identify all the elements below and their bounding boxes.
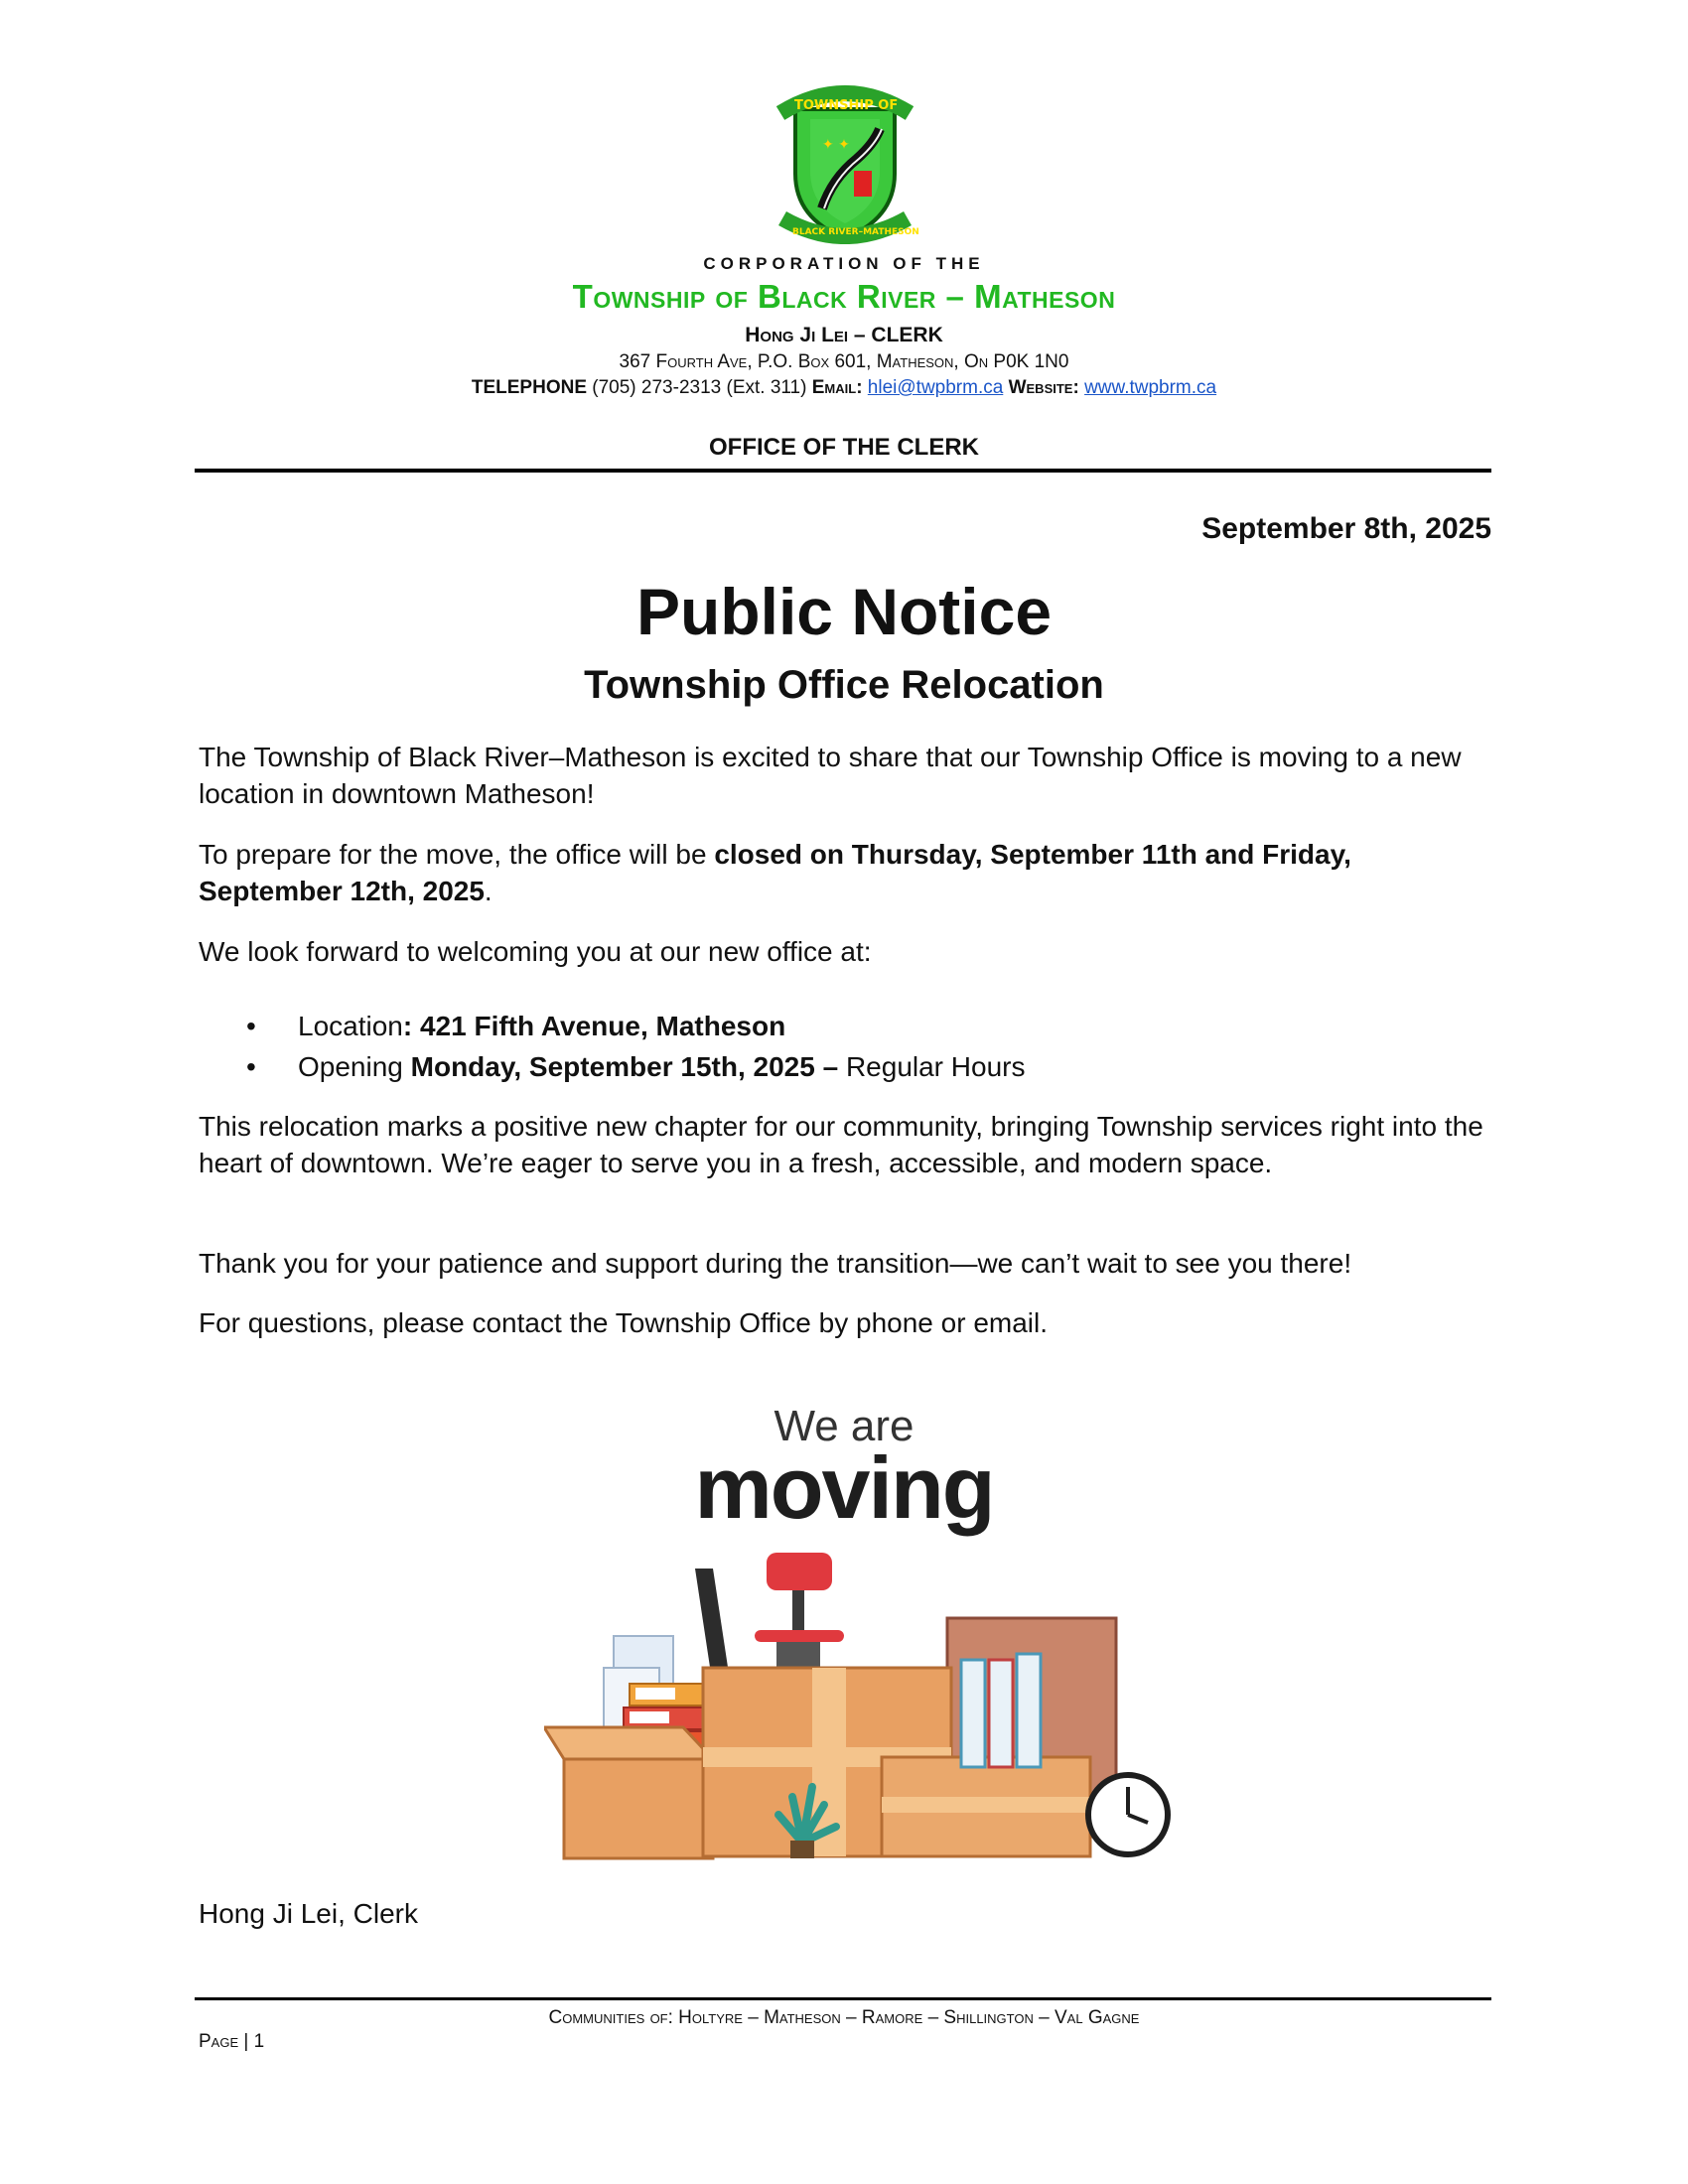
monitor-icon — [695, 1569, 743, 1674]
closure-end: . — [484, 876, 492, 906]
telephone-value: (705) 273-2313 (Ext. 311) — [587, 377, 812, 398]
township-name: Township of Black River – Matheson — [572, 278, 1116, 315]
email-link[interactable]: hlei@twpbrm.ca — [867, 377, 1004, 398]
clerk-line: Hong Ji Lei – CLERK — [745, 324, 943, 346]
opening-hours: Regular Hours — [838, 1051, 1026, 1082]
address-line: 367 Fourth Ave, P.O. Box 601, Matheson, On P0K 1N0 — [619, 351, 1069, 372]
files-icon — [961, 1654, 1041, 1767]
email-label: Email — [811, 377, 857, 398]
illustration-line2: moving — [694, 1438, 994, 1537]
opening-label: Opening — [298, 1051, 411, 1082]
corporation-text: CORPORATION OF THE — [703, 254, 985, 273]
notice-subtitle: Township Office Relocation — [584, 663, 1104, 707]
paragraph-relocation: This relocation marks a positive new chapter for our community, bringing Township services right into the heart of downtown. We’re eager to serve you in a fresh, accessible, and modern space. — [199, 1111, 1483, 1178]
closure-dates: closed on Thursday, September 11th and Friday, September 12th, 2025 — [199, 839, 1351, 906]
paragraph-intro: The Township of Black River–Matheson is excited to share that our Township Office is moving to a new location in downtown Matheson! — [199, 742, 1462, 809]
open-box-icon — [544, 1727, 713, 1858]
telephone-label: TELEPHONE — [471, 377, 587, 398]
contact-line: TELEPHONE (705) 273-2313 (Ext. 311) Email: hlei@twpbrm.ca Website: www.twpbrm.ca — [471, 377, 1217, 398]
list-item-location — [298, 1011, 785, 1042]
paragraph-thanks: Thank you for your patience and support during the transition—we can’t wait to see you there! — [199, 1248, 1352, 1279]
footer-divider — [195, 1997, 1491, 2000]
header-divider — [195, 469, 1491, 473]
bullet-dot: • — [246, 1051, 256, 1082]
page-number: Page | 1 — [199, 2031, 265, 2052]
website-label: Website — [1008, 377, 1073, 398]
crest-text-bottom: BLACK RIVER–MATHESON — [792, 227, 919, 237]
notice-date: September 8th, 2025 — [1201, 512, 1491, 545]
township-crest-logo — [763, 79, 927, 244]
location-value: : 421 Fifth Avenue, Matheson — [402, 1011, 786, 1041]
corporation-line — [0, 254, 1688, 274]
crest-text-top: TOWNSHIP OF — [794, 98, 899, 113]
signature-line: Hong Ji Lei, Clerk — [199, 1898, 418, 1929]
website-link[interactable]: www.twpbrm.ca — [1084, 377, 1217, 398]
illustration-line1: We are — [774, 1402, 914, 1450]
paragraph-questions: For questions, please contact the Township Office by phone or email. — [199, 1307, 1049, 1338]
location-label: Location — [298, 1011, 403, 1041]
opening-date: Monday, September 15th, 2025 – — [410, 1051, 839, 1082]
svg-text:✦ ✦: ✦ ✦ — [822, 137, 850, 153]
communities-line: Communities of: Holtyre – Matheson – Ramore – Shillington – Val Gagne — [548, 2007, 1140, 2028]
clock-icon — [1088, 1775, 1168, 1854]
office-chair-icon — [755, 1553, 844, 1672]
office-title: OFFICE OF THE CLERK — [709, 434, 979, 461]
notice-title: Public Notice — [635, 575, 1053, 648]
list-item-opening — [298, 1051, 1025, 1083]
moving-boxes-illustration — [544, 1549, 1180, 1866]
paragraph-welcome: We look forward to welcoming you at our new office at: — [199, 936, 872, 967]
paragraph-closure — [199, 836, 1489, 909]
bullet-dot: • — [246, 1011, 256, 1041]
closure-text: To prepare for the move, the office will be — [199, 839, 715, 870]
